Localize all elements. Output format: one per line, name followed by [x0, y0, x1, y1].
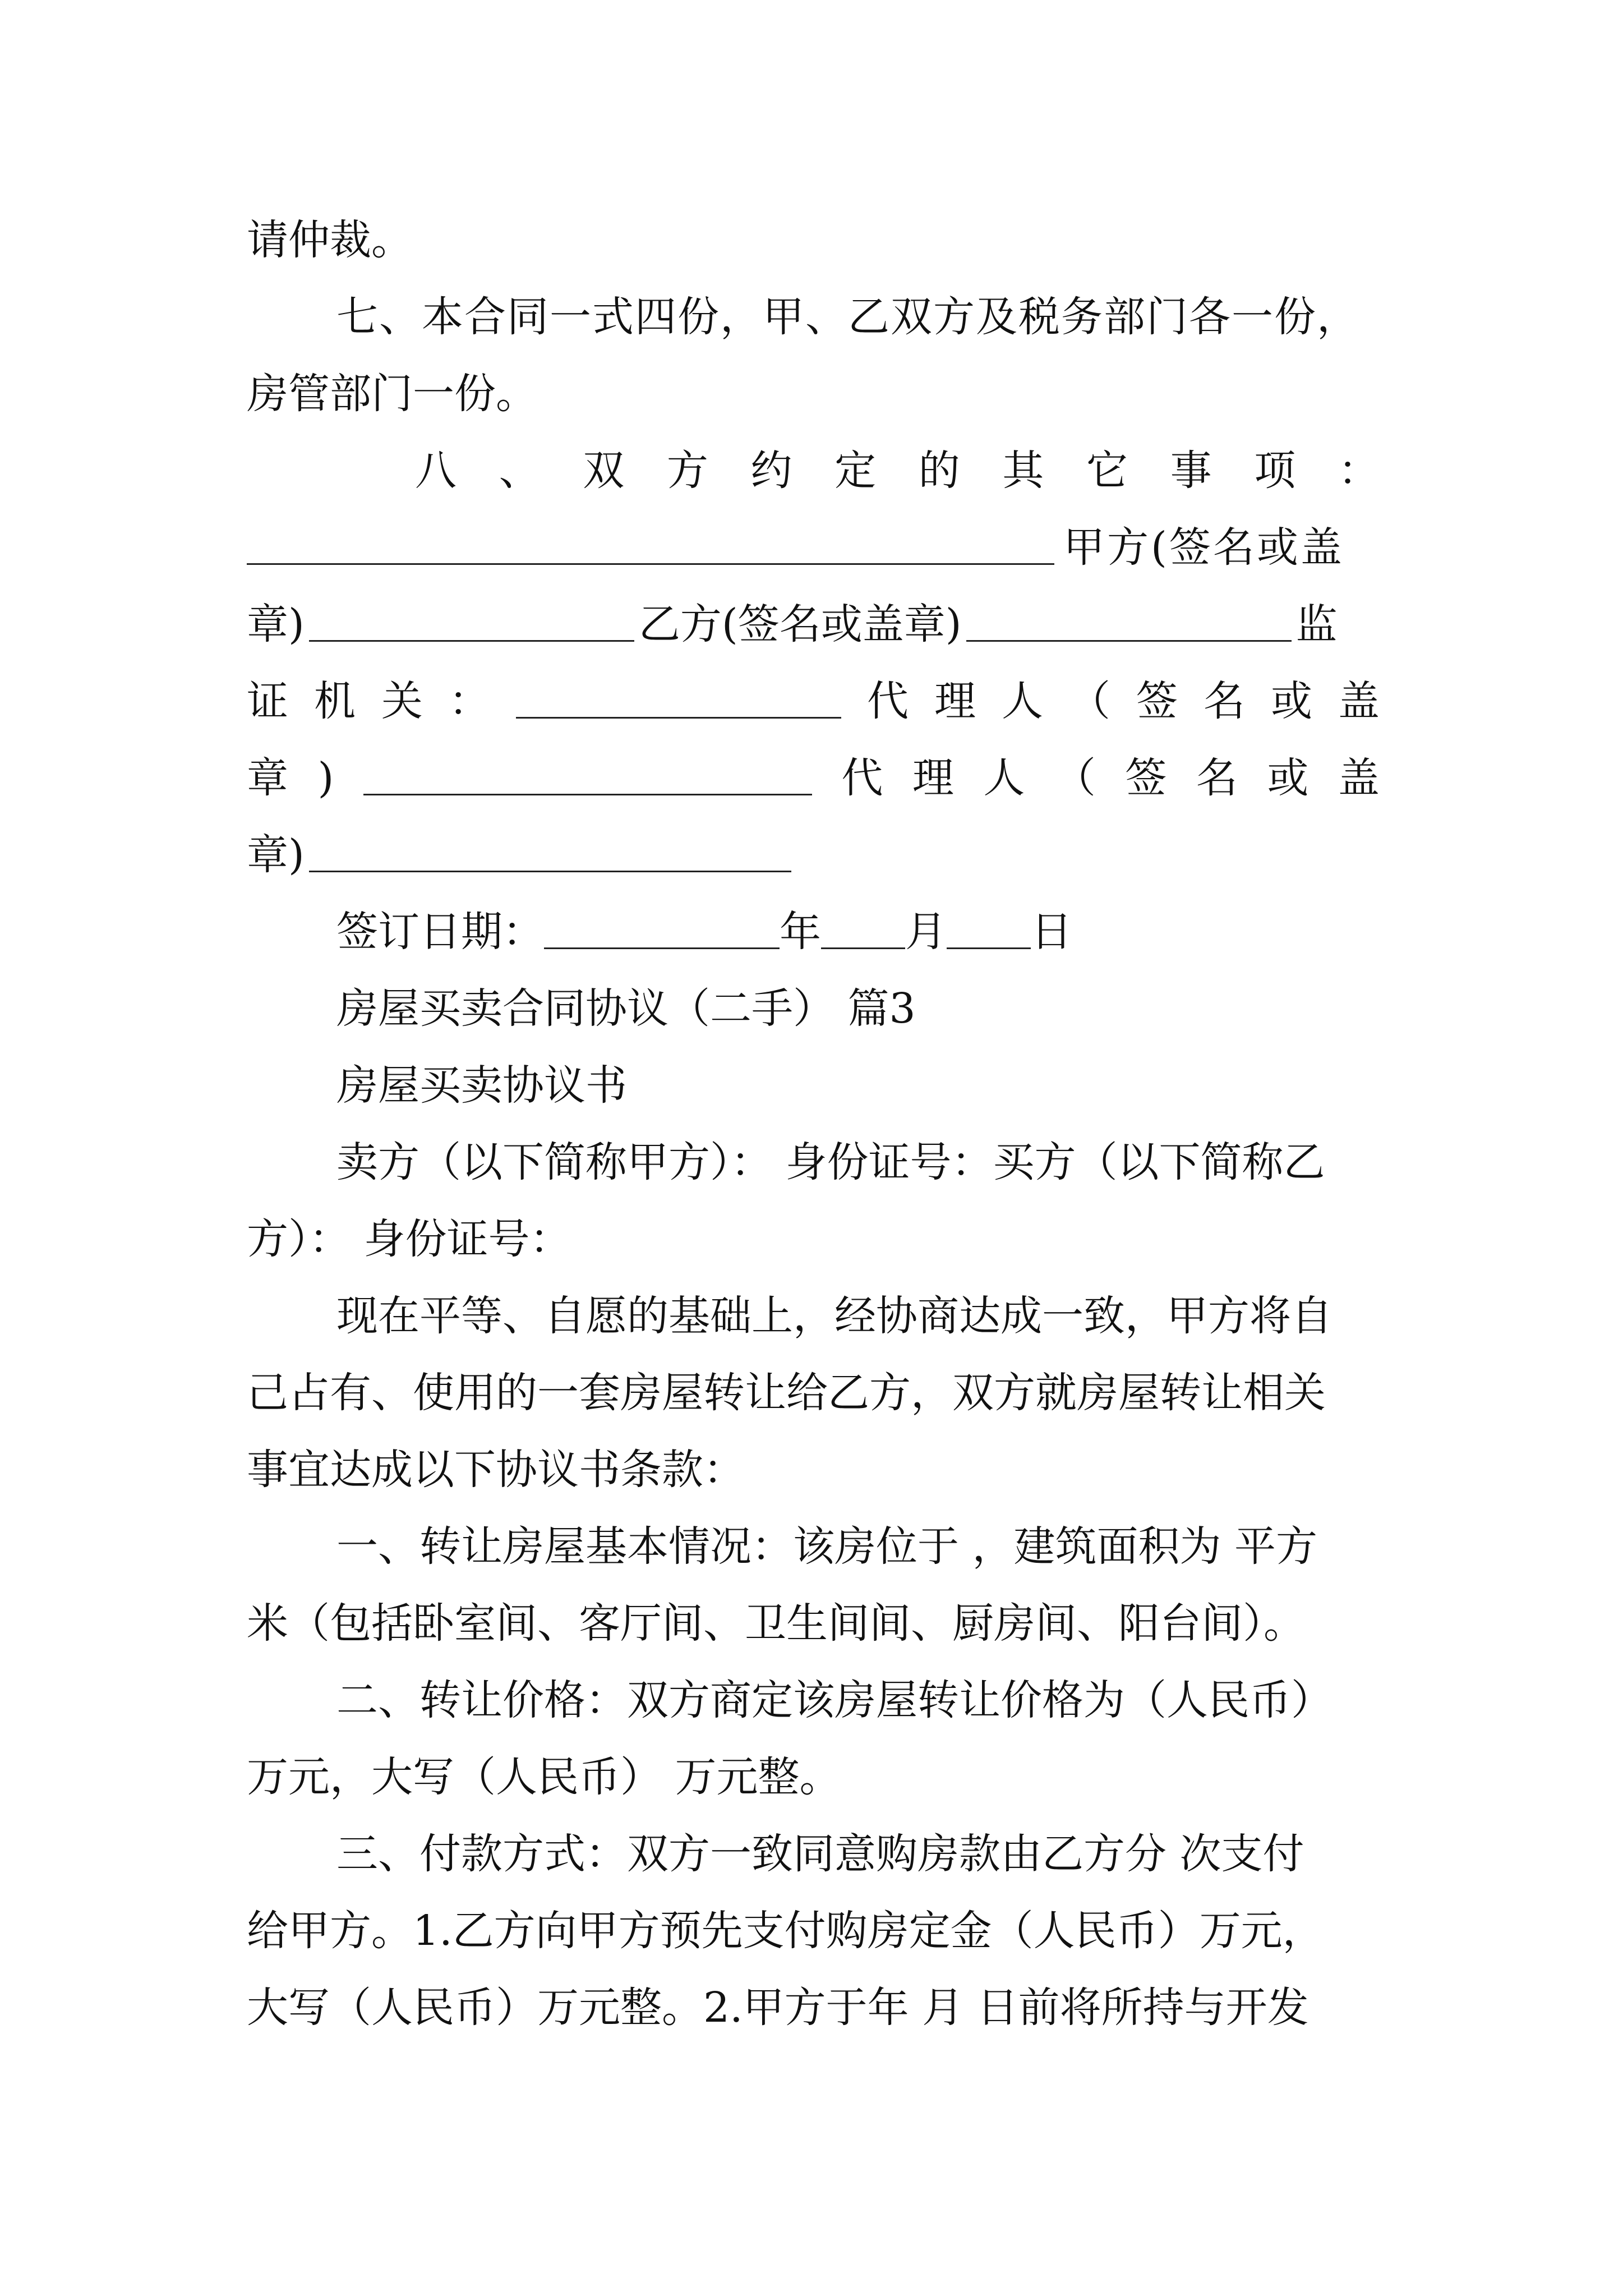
spaced-char: 方 — [666, 447, 708, 495]
spaced-char: 代 — [841, 754, 883, 802]
blank-underline — [363, 754, 812, 795]
spaced-char: 盖 — [1338, 754, 1380, 802]
month-blank — [821, 908, 905, 949]
agreement-title: 房屋买卖协议书 — [336, 1061, 627, 1110]
spaced-char: 或 — [1271, 677, 1312, 725]
text-line: 房管部门一份。 — [247, 370, 537, 418]
spaced-char: 它 — [1086, 447, 1128, 495]
party-b-signature-line — [247, 586, 1380, 663]
party-b-label: 乙方(签名或盖章) — [638, 600, 962, 648]
spaced-char: ) — [317, 754, 334, 802]
blank-underline — [309, 831, 791, 872]
spaced-char: 理 — [934, 677, 976, 725]
spaced-char: 项 — [1254, 447, 1296, 495]
text-line: 大写（人民币）万元整。2.甲方于年 月 日前将所持与开发 — [247, 1984, 1309, 2032]
spaced-char: 关 — [381, 677, 423, 725]
spaced-char: 签 — [1125, 754, 1167, 802]
day-blank — [947, 908, 1031, 949]
seal-text: 章) — [247, 600, 305, 648]
text-line: 己占有、使用的一套房屋转让给乙方，双方就房屋转让相关 — [247, 1369, 1326, 1417]
spaced-char: 双 — [583, 447, 625, 495]
supervisor-text: 监 — [1295, 600, 1338, 648]
spaced-char: 名 — [1204, 677, 1245, 725]
spaced-char: 章 — [247, 754, 288, 802]
year-blank — [544, 908, 780, 949]
spaced-char: 人 — [1002, 677, 1043, 725]
spaced-char: ： — [1338, 447, 1380, 495]
spaced-char: （ — [1054, 754, 1096, 802]
text-line: 请仲裁。 — [247, 216, 413, 264]
spaced-char: 八 — [415, 447, 457, 495]
signing-date-line — [247, 894, 1380, 970]
text-line: 三、付款方式：双方一致同意购房款由乙方分 次支付 — [336, 1830, 1304, 1878]
document-body — [247, 202, 1380, 2046]
blank-underline — [247, 524, 1054, 565]
spaced-char: 机 — [314, 677, 356, 725]
text-line: 现在平等、自愿的基础上，经协商达成一致，甲方将自 — [336, 1292, 1332, 1340]
blank-underline — [966, 601, 1292, 642]
agent-seal-line — [247, 817, 1380, 894]
text-line: 万元，大写（人民币） 万元整。 — [247, 1753, 841, 1801]
day-label: 日 — [1031, 908, 1072, 956]
spaced-char: 签 — [1136, 677, 1178, 725]
spaced-char: 事 — [1170, 447, 1212, 495]
blank-underline — [309, 601, 634, 642]
spaced-char: 理 — [912, 754, 954, 802]
spaced-char: 名 — [1196, 754, 1238, 802]
spaced-char: 代 — [867, 677, 909, 725]
text-line: 七、本合同一式四份，甲、乙双方及税务部门各一份， — [336, 293, 1359, 341]
spaced-char: 的 — [918, 447, 960, 495]
party-a-label: 甲方(签名或盖 — [1063, 523, 1344, 572]
spaced-char: （ — [1069, 677, 1110, 725]
text-line: 二、转让价格：双方商定该房屋转让价格为（人民币） — [336, 1676, 1332, 1724]
text-line: 方）： 身份证号： — [247, 1215, 571, 1263]
year-label: 年 — [780, 908, 821, 956]
agent-line — [247, 740, 1380, 817]
spaced-char: 其 — [1002, 447, 1044, 495]
blank-underline — [516, 678, 841, 719]
spaced-char: 、 — [499, 447, 541, 495]
spaced-char: 或 — [1267, 754, 1309, 802]
clause-eight-heading — [247, 432, 1380, 509]
spaced-char: ： — [449, 677, 490, 725]
party-a-signature-line — [247, 509, 1380, 586]
spaced-char: 定 — [834, 447, 877, 495]
section-title: 房屋买卖合同协议（二手） 篇3 — [336, 984, 916, 1033]
spaced-char: 证 — [247, 677, 288, 725]
signing-date-label: 签订日期： — [336, 908, 544, 956]
seal-text: 章) — [247, 831, 305, 879]
text-line: 事宜达成以下协议书条款： — [247, 1446, 745, 1494]
spaced-char: 约 — [750, 447, 792, 495]
text-line: 卖方（以下简称甲方）： 身份证号：买方（以下简称乙 — [336, 1138, 1325, 1186]
spaced-char: 盖 — [1338, 677, 1380, 725]
month-label: 月 — [905, 908, 947, 956]
spaced-char: 人 — [983, 754, 1025, 802]
text-line: 一、转让房屋基本情况：该房位于 ，建筑面积为 平方 — [336, 1522, 1318, 1571]
agency-line — [247, 663, 1380, 740]
text-line: 给甲方。1.乙方向甲方预先支付购房定金（人民币）万元， — [247, 1907, 1324, 1955]
text-line: 米（包括卧室间、客厅间、卫生间间、厨房间、阳台间）。 — [247, 1599, 1305, 1648]
